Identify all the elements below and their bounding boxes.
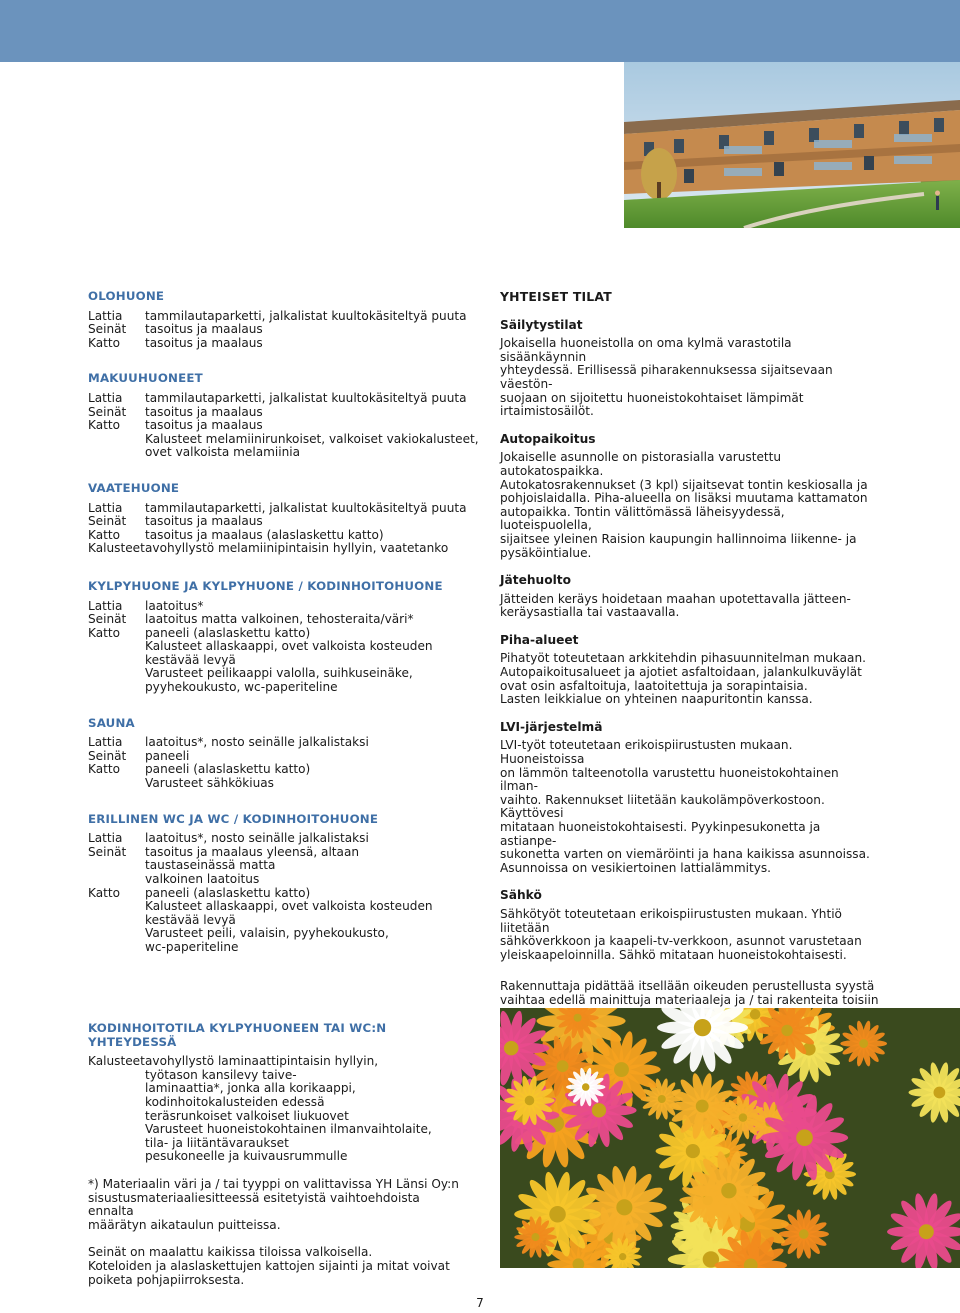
spec-value: tasoitus ja maalaus — [145, 514, 263, 529]
spec-label — [88, 859, 145, 873]
spec-value: työtason kansilevy taive- — [145, 1067, 297, 1082]
spec-value: Kalusteet melamiinirunkoiset, valkoiset vakiokalusteet, — [145, 431, 479, 446]
spec-value: kestävää levyä — [145, 652, 236, 667]
spec-label: Lattia — [88, 831, 123, 846]
spec-value: kestävää levyä — [145, 912, 236, 927]
text-line: yleiskaapeloinnilla. Sähkö mitataan huoneistokohtaisesti. — [500, 947, 847, 962]
section-title: ERILLINEN WC JA WC / KODINHOITOHUONE — [88, 811, 379, 826]
spec-row — [88, 323, 488, 337]
spec-value: laminaattia*, jonka alla korikaappi, — [145, 1081, 356, 1096]
section-sailytystilat — [500, 319, 880, 419]
spec-label — [88, 667, 145, 681]
spec-value: Kalusteet allaskaappi, ovet valkoista kosteuden — [145, 639, 433, 654]
text-line: Autopaikoitusalueet ja ajotiet asfaltoidaan, jalankulkuväylät — [500, 665, 862, 680]
section-jatehuolto — [500, 574, 880, 620]
text-line: Autokatosrakennukset (3 kpl) sijaitsevat tontin keskiosalla ja — [500, 477, 868, 492]
spec-label: Kalusteet — [88, 541, 145, 556]
text-line: LVI-työt toteutetaan erikoispiirustusten mukaan. Huoneistoissa — [500, 738, 793, 767]
spec-label: Katto — [88, 527, 121, 542]
text-line: yhteydessä. Erillisessä piharakennuksessa sijaitsevaan väestön- — [500, 363, 833, 391]
text-line: pysäköintialue. — [500, 545, 592, 560]
text-line: sukonetta varten on viemäröinti ja hana kaikissa asunnoissa. — [500, 847, 870, 862]
text-line: suojaan on sijoitettu huoneistokohtaiset lämpimät irtaimistosäilöt. — [500, 390, 804, 419]
spec-label: Seinät — [88, 322, 127, 337]
spec-value: paneeli (alaslaskettu katto) — [145, 885, 311, 900]
section-sauna — [88, 717, 488, 791]
text-line: Sähkötyöt toteutetaan erikoispiirustusten mukaan. Yhtiö liitetään — [500, 906, 842, 935]
flowers-photo — [500, 1008, 960, 1268]
subsection-title: Säilytystilat — [500, 317, 583, 332]
section-erillinen-wc — [88, 813, 488, 955]
spec-label — [88, 1110, 145, 1124]
section-title: YHTEISET TILAT — [500, 289, 612, 304]
spec-label: Lattia — [88, 390, 123, 405]
building-photo — [624, 62, 960, 228]
spec-label — [88, 433, 145, 447]
spec-value: tammilautaparketti, jalkalistat kuultokäsiteltyä puuta — [145, 390, 467, 405]
page-number: 7 — [476, 1296, 484, 1310]
text-line: vaihto. Rakennukset liitetään kaukolämpöverkostoon. Käyttövesi — [500, 792, 825, 821]
section-title: VAATEHUONE — [88, 480, 180, 495]
spec-row — [88, 613, 488, 627]
text-line: Jätteiden keräys hoidetaan maahan upotettavalla jätteen- — [500, 591, 851, 606]
footnote-line: sisustusmateriaaliesitteessä esitetyistä vaihtoehdoista ennalta — [88, 1190, 420, 1219]
section-piha-alueet — [500, 634, 880, 707]
spec-label — [88, 446, 145, 460]
spec-label: Seinät — [88, 748, 127, 763]
spec-value: laatoitus*, nosto seinälle jalkalistaksi — [145, 831, 369, 846]
spec-row — [88, 667, 488, 681]
spec-value: tasoitus ja maalaus — [145, 335, 263, 350]
section-sahko — [500, 889, 880, 962]
general-note — [88, 1246, 468, 1287]
spec-row — [88, 1082, 468, 1096]
section-title: MAKUUHUONEET — [88, 371, 203, 386]
spec-row — [88, 1069, 468, 1083]
spec-row — [88, 502, 488, 516]
spec-value: valkoinen laatoitus — [145, 872, 260, 886]
spec-value: Kalusteet allaskaappi, ovet valkoista kosteuden — [145, 899, 433, 914]
spec-value: Varusteet sähkökiuas — [145, 776, 274, 791]
spec-row — [88, 337, 488, 351]
footnote-line: määrätyn aikataulun puitteissa. — [88, 1217, 281, 1232]
section-title: KYLPYHUONE JA KYLPYHUONE / KODINHOITOHUONE — [88, 578, 443, 593]
spec-row — [88, 900, 488, 914]
spec-label — [88, 1137, 145, 1151]
spec-row — [88, 681, 488, 695]
section-title: OLOHUONE — [88, 289, 165, 303]
spec-value: wc-paperiteline — [145, 939, 239, 954]
subsection-title: Autopaikoitus — [500, 431, 596, 446]
text-line: on lämmön talteenotolla varustettu huoneistokohtainen ilman- — [500, 765, 839, 794]
text-line: keräysastialla tai vastaavalla. — [500, 605, 680, 620]
spec-value: tasoitus ja maalaus — [145, 404, 263, 419]
text-line: mitataan huoneistokohtaisesti. Pyykinpesukonetta ja astianpe- — [500, 820, 821, 848]
spec-label: Lattia — [88, 598, 123, 613]
spec-row — [88, 832, 488, 846]
spec-value: tasoitus ja maalaus (alaslaskettu katto) — [145, 527, 384, 542]
section-olohuone — [88, 290, 488, 350]
spec-value: tammilautaparketti, jalkalistat kuultokäsiteltyä puuta — [145, 500, 467, 515]
section-title: KODINHOITOTILA KYLPYHUONEEN TAI WC:N YHTEYDESSÄ — [88, 1021, 387, 1049]
spec-value: avohyllystö laminaattipintaisin hyllyin, — [145, 1054, 379, 1069]
spec-row — [88, 941, 488, 955]
subsection-title: LVI-järjestelmä — [500, 719, 603, 734]
spec-row — [88, 1137, 468, 1151]
spec-label — [88, 777, 145, 791]
subsection-title: Jätehuolto — [500, 573, 571, 588]
text-line: Lasten leikkialue on yhteinen naapuritontin kanssa. — [500, 692, 813, 707]
spec-value: Varusteet peilikaappi valolla, suihkuseinäke, — [145, 666, 413, 681]
spec-label — [88, 927, 145, 941]
spec-value: tammilautaparketti, jalkalistat kuultokäsiteltyä puuta — [145, 308, 467, 323]
spec-label: Kalusteet — [88, 1054, 145, 1069]
spec-row — [88, 529, 488, 543]
spec-row — [88, 433, 488, 447]
spec-value: paneeli — [145, 748, 190, 763]
spec-value: taustaseinässä matta — [145, 858, 276, 873]
spec-row — [88, 914, 488, 928]
section-makuuhuoneet — [88, 372, 488, 460]
spec-value: laatoitus*, nosto seinälle jalkalistaksi — [145, 735, 369, 750]
spec-row — [88, 1096, 468, 1110]
common-areas-column — [500, 290, 880, 1053]
spec-row — [88, 1150, 468, 1164]
spec-label — [88, 873, 145, 887]
spec-value: Varusteet peili, valaisin, pyyhekoukusto, — [145, 926, 389, 941]
spec-label: Seinät — [88, 612, 127, 627]
spec-row — [88, 406, 488, 420]
spec-label: Katto — [88, 625, 121, 640]
spec-value: paneeli (alaslaskettu katto) — [145, 762, 311, 777]
section-autopaikoitus — [500, 433, 880, 560]
text-line: Jokaiselle asunnolle on pistorasialla varustettu autokatospaikka. — [500, 450, 782, 478]
header-band — [0, 0, 960, 62]
spec-value: ovet valkoista melamiinia — [145, 445, 301, 460]
spec-label — [88, 681, 145, 695]
note-line: Koteloiden ja alaslaskettujen kattojen sijainti ja mitat voivat — [88, 1258, 450, 1273]
spec-row — [88, 927, 488, 941]
spec-row — [88, 310, 488, 324]
spec-label: Lattia — [88, 308, 123, 323]
spec-value: Varusteet huoneistokohtainen ilmanvaihtolaite, — [145, 1122, 432, 1137]
text-line: pohjoislaidalla. Piha-alueella on lisäksi muutama kattamaton — [500, 491, 868, 506]
flowers-illustration — [500, 1008, 960, 1268]
spec-row — [88, 846, 488, 860]
building-illustration — [624, 62, 960, 228]
text-line: Asunnoissa on vesikiertoinen lattialämmitys. — [500, 860, 772, 875]
text-line: ovat osin asfaltoituja, laatoitettuja ja sorapintaisia. — [500, 678, 808, 693]
text-line: sijaitsee yleinen Raision kaupungin hallinnoima liikenne- ja — [500, 531, 857, 546]
subsection-title: Sähkö — [500, 888, 542, 903]
note-line: Seinät on maalattu kaikissa tiloissa valkoisella. — [88, 1245, 373, 1260]
note-line: poiketa pohjapiirroksesta. — [88, 1272, 245, 1287]
section-vaatehuone — [88, 482, 488, 556]
text-line: autopaikka. Tontin välittömässä läheisyydessä, luoteispuolella, — [500, 504, 785, 533]
spec-row — [88, 515, 488, 529]
spec-value: pesukoneelle ja kuivausrummulle — [145, 1149, 348, 1164]
spec-label: Katto — [88, 418, 121, 433]
spec-row — [88, 600, 488, 614]
spec-label — [88, 654, 145, 668]
spec-label — [88, 1082, 145, 1096]
spec-row — [88, 640, 488, 654]
spec-row — [88, 542, 488, 556]
spec-value: tila- ja liitäntävaraukset — [145, 1135, 289, 1150]
spec-value: kodinhoitokalusteiden edessä — [145, 1094, 325, 1109]
footnote — [88, 1178, 468, 1232]
spec-label: Seinät — [88, 844, 127, 859]
spec-row — [88, 736, 488, 750]
spec-value: tasoitus ja maalaus — [145, 418, 263, 433]
section-kylpyhuone — [88, 580, 488, 695]
section-lvi — [500, 721, 880, 876]
spec-label — [88, 1150, 145, 1164]
spec-row — [88, 654, 488, 668]
text-line: Jokaisella huoneistolla on oma kylmä varastotila sisäänkäynnin — [500, 336, 792, 364]
spec-label: Lattia — [88, 500, 123, 515]
spec-label — [88, 941, 145, 955]
spec-row — [88, 627, 488, 641]
text-line: Rakennuttaja pidättää itsellään oikeuden perustellusta syystä — [500, 979, 875, 994]
spec-row — [88, 1123, 468, 1137]
spec-label: Seinät — [88, 514, 127, 529]
spec-row — [88, 1110, 468, 1124]
spec-row — [88, 887, 488, 901]
spec-row — [88, 750, 488, 764]
spec-label: Katto — [88, 762, 121, 777]
spec-row — [88, 392, 488, 406]
spec-label: Katto — [88, 885, 121, 900]
spec-row — [88, 873, 488, 887]
text-line: Pihatyöt toteutetaan arkkitehdin pihasuunnitelman mukaan. — [500, 651, 866, 666]
spec-value: tasoitus ja maalaus yleensä, altaan — [145, 844, 360, 859]
spec-label — [88, 1069, 145, 1083]
spec-row — [88, 419, 488, 433]
spec-label — [88, 1096, 145, 1110]
spec-row — [88, 1055, 468, 1069]
spec-value: laatoitus matta valkoinen, tehosteraita/väri* — [145, 612, 414, 627]
spec-value: laatoitus* — [145, 598, 204, 613]
spec-row — [88, 859, 488, 873]
spec-label: Seinät — [88, 404, 127, 419]
spec-label — [88, 1123, 145, 1137]
spec-value: tasoitus ja maalaus — [145, 322, 263, 337]
spec-value: pyyhekoukusto, wc-paperiteline — [145, 680, 338, 695]
spec-label: Lattia — [88, 735, 123, 750]
spec-row — [88, 446, 488, 460]
spec-value: avohyllystö melamiinipintaisin hyllyin, vaatetanko — [145, 541, 449, 556]
room-specs-column — [88, 290, 488, 970]
spec-label — [88, 900, 145, 914]
kodinhoitotila-specs — [88, 1055, 468, 1164]
footnote-line: *) Materiaalin väri ja / tai tyyppi on valittavissa YH Länsi Oy:n — [88, 1176, 459, 1191]
spec-value: teräsrunkoiset valkoiset liukuovet — [145, 1108, 349, 1123]
spec-row — [88, 777, 488, 791]
spec-label — [88, 640, 145, 654]
spec-label — [88, 914, 145, 928]
section-title: SAUNA — [88, 715, 135, 730]
subsection-title: Piha-alueet — [500, 632, 579, 647]
text-line: sähköverkkoon ja kaapeli-tv-verkkoon, asunnot varustetaan — [500, 934, 862, 949]
spec-value: paneeli (alaslaskettu katto) — [145, 625, 311, 640]
spec-label: Katto — [88, 335, 121, 350]
spec-row — [88, 763, 488, 777]
text-line: vaihtaa edellä mainittuja materiaaleja ja / tai rakenteita toisiin — [500, 992, 879, 1007]
kodinhoitotila-column — [88, 1022, 468, 1287]
